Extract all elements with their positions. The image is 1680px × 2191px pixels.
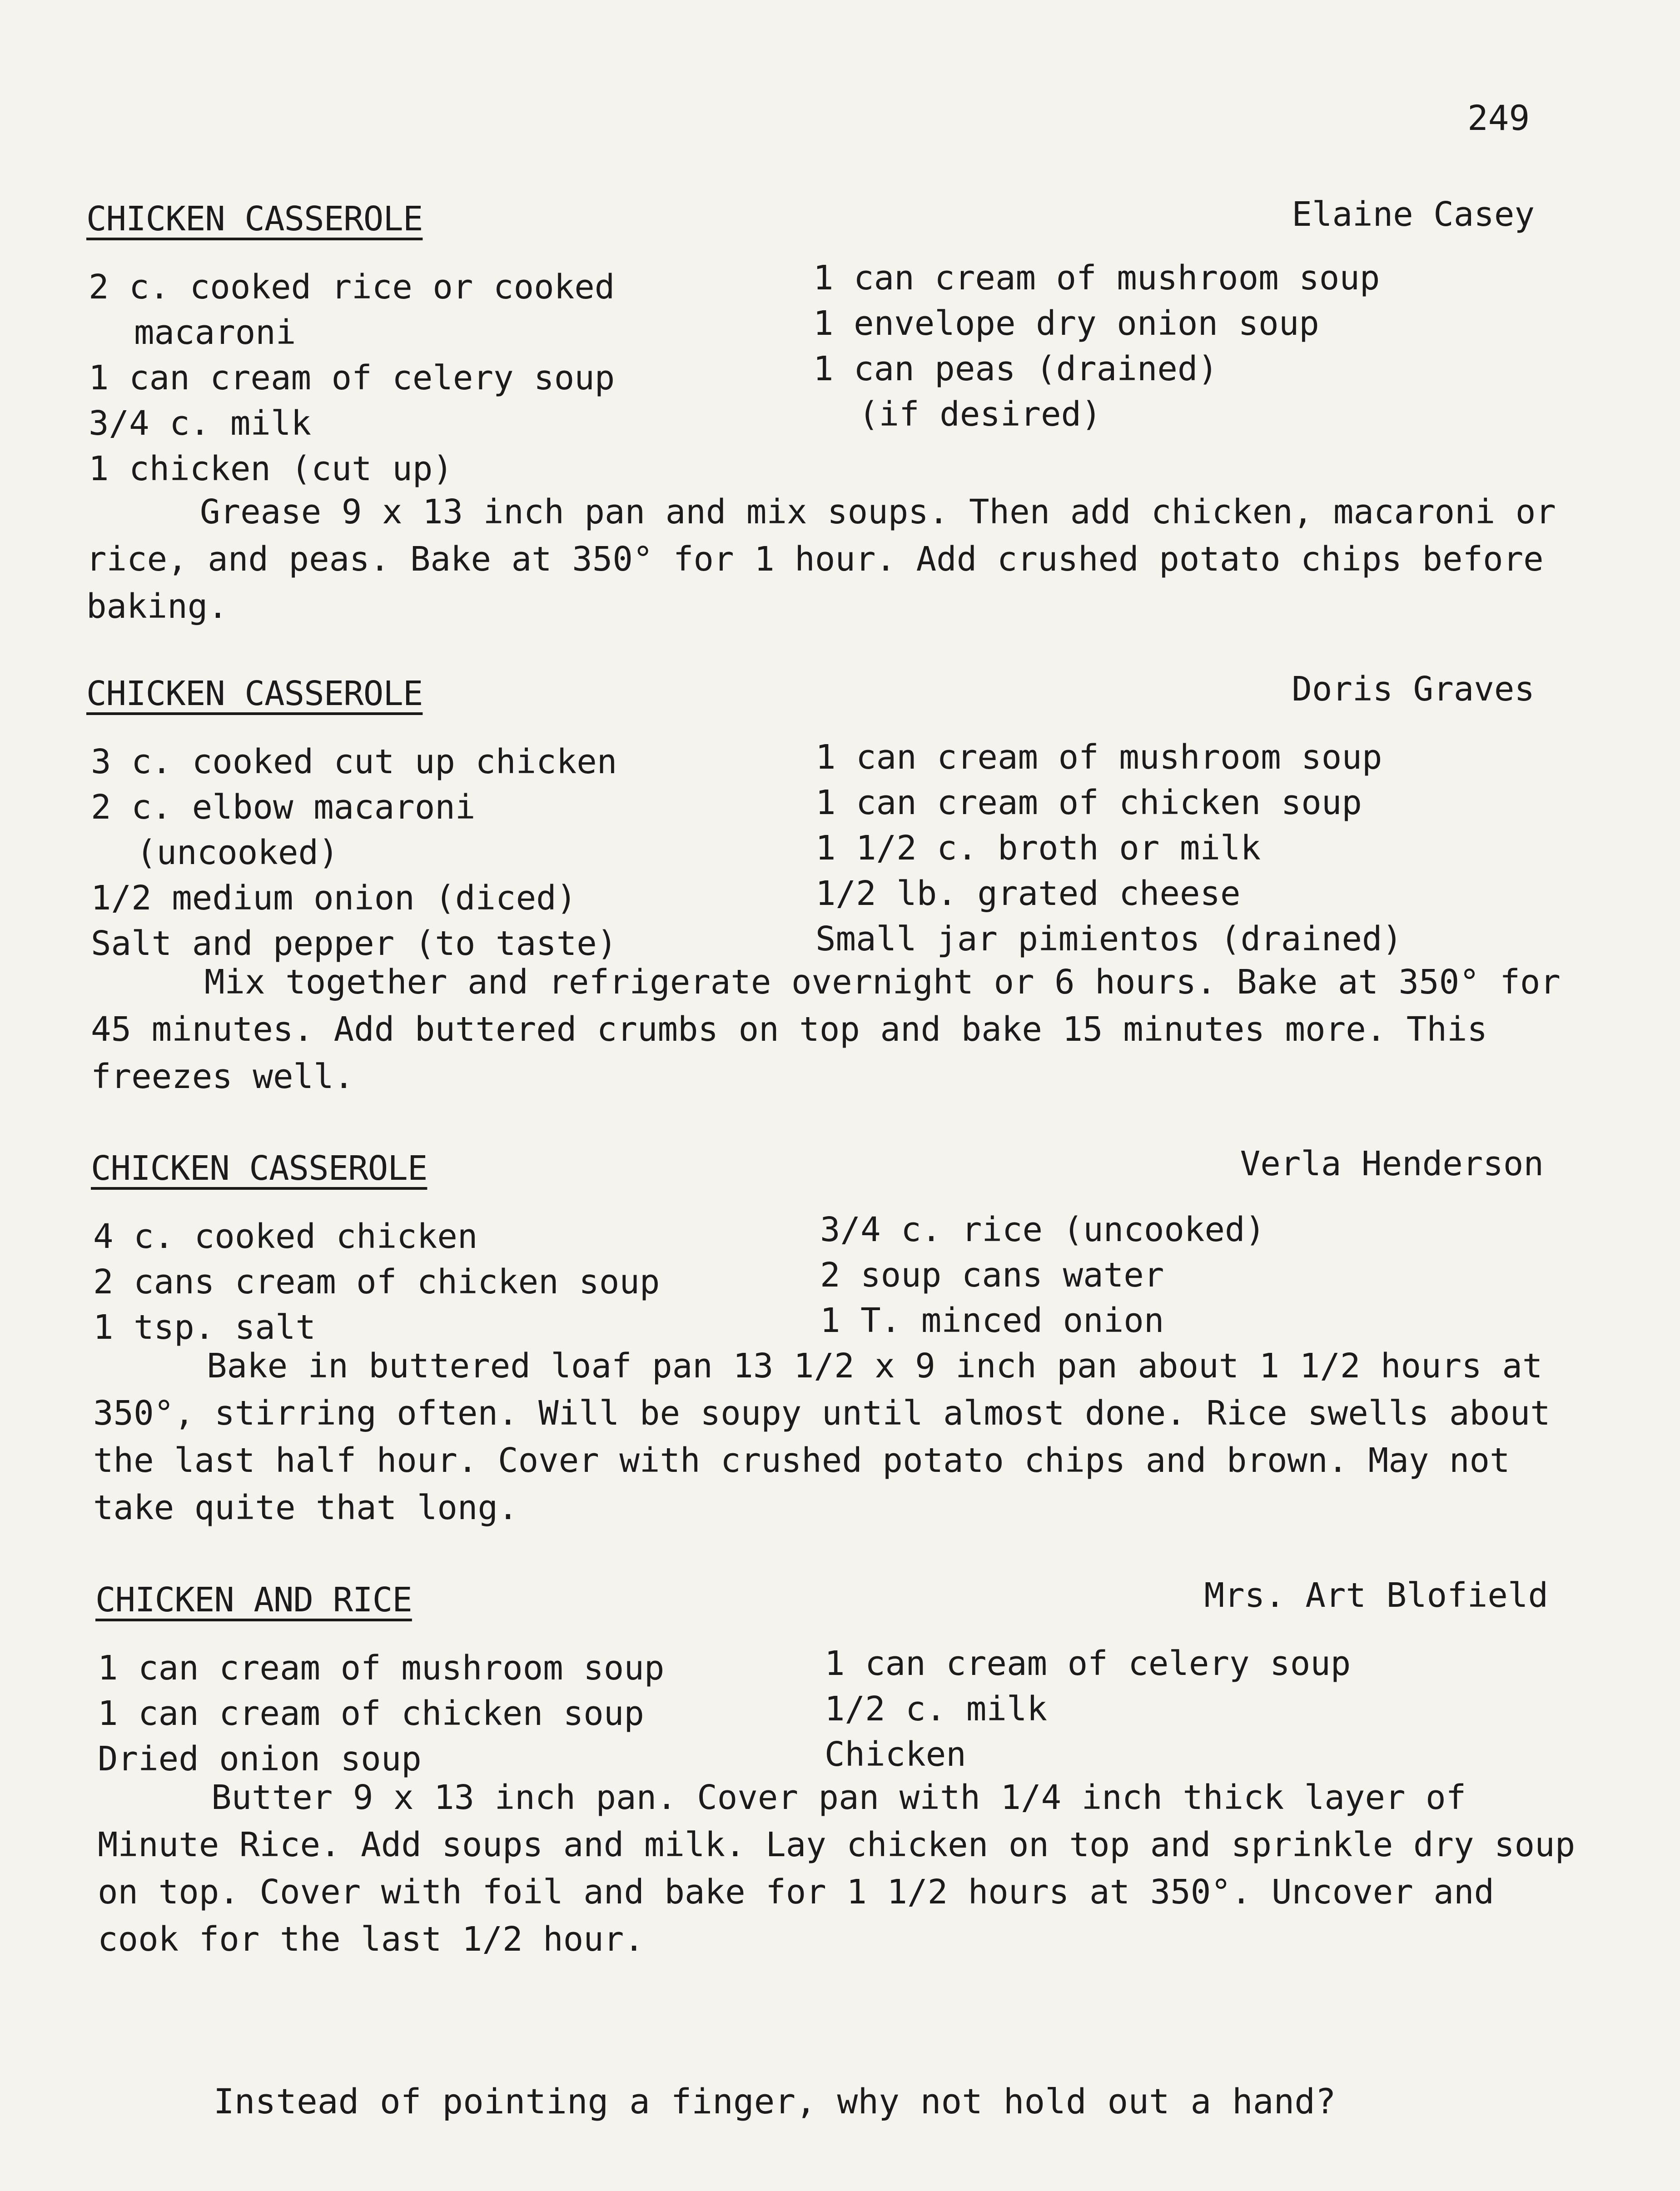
ingredient: 1/2 c. milk — [825, 1689, 1048, 1729]
ingredient: 1/2 lb. grated cheese — [815, 874, 1241, 913]
ingredient: 1 tsp. salt — [93, 1308, 316, 1347]
ingredients-right — [825, 1644, 1506, 1783]
ingredient: 1/2 medium onion (diced) — [91, 879, 577, 918]
ingredient: 1 chicken (cut up) — [89, 449, 453, 488]
ingredient: macaroni — [134, 313, 296, 352]
ingredient: 1 can cream of mushroom soup — [815, 738, 1382, 777]
ingredient: 1 T. minced onion — [820, 1301, 1164, 1340]
recipe-title: CHICKEN AND RICE — [95, 1580, 412, 1620]
ingredient: 4 c. cooked chicken — [93, 1217, 478, 1256]
ingredients-left — [91, 742, 772, 972]
ingredients-left — [93, 1217, 775, 1356]
ingredient: Small jar pimientos (drained) — [815, 919, 1403, 959]
ingredients-right — [813, 258, 1495, 443]
ingredient: (if desired) — [859, 395, 1102, 434]
ingredient: 1 envelope dry onion soup — [813, 304, 1319, 343]
ingredient: Dried onion soup — [98, 1739, 422, 1779]
page-number: 249 — [1467, 98, 1530, 138]
recipe-author: Mrs. Art Blofield — [1204, 1576, 1548, 1615]
ingredient: (uncooked) — [136, 833, 339, 872]
ingredient: 2 soup cans water — [820, 1256, 1164, 1295]
ingredient: 1 can cream of mushroom soup — [98, 1649, 665, 1688]
ingredient: 1 can cream of chicken soup — [98, 1694, 644, 1733]
ingredient: 1 can cream of chicken soup — [815, 783, 1362, 822]
ingredient: 2 cans cream of chicken soup — [93, 1262, 660, 1302]
recipe-author: Verla Henderson — [1240, 1144, 1544, 1183]
ingredient: 2 c. cooked rice or cooked — [89, 268, 615, 307]
directions-text: Butter 9 x 13 inch pan. Cover pan with 1/4 inch thick layer of Minute Rice. Add soups and milk. Lay chicken on top and sprinkle dry soup on top. Cover with foil and bake for 1 1/2 hours at 350°. Uncover and cook for the last 1/2 hour. — [98, 1778, 1576, 1959]
recipe-directions — [98, 1774, 1588, 1963]
ingredient: 2 c. elbow macaroni — [91, 788, 476, 827]
recipe-title: CHICKEN CASSEROLE — [86, 199, 423, 238]
ingredient: 1 can peas (drained) — [813, 349, 1218, 388]
ingredients-left — [98, 1651, 779, 1788]
ingredient: Salt and pepper (to taste) — [91, 924, 617, 963]
ingredients-right — [820, 1210, 1501, 1349]
directions-text: Grease 9 x 13 inch pan and mix soups. Then add chicken, macaroni or rice, and peas. Bake at 350° for 1 hour. Add crushed potato chips before baking. — [86, 492, 1556, 626]
ingredient: 1 can cream of celery soup — [89, 358, 615, 397]
recipe-directions — [86, 488, 1576, 630]
recipe-directions — [91, 959, 1581, 1100]
closing-quote: Instead of pointing a finger, why not hold out a hand? — [214, 2081, 1336, 2121]
recipe-title: CHICKEN CASSEROLE — [86, 674, 423, 713]
directions-text: Mix together and refrigerate overnight or 6 hours. Bake at 350° for 45 minutes. Add buttered crumbs on top and bake 15 minutes more. This freezes well. — [91, 963, 1561, 1096]
ingredient: 1 1/2 c. broth or milk — [815, 829, 1261, 868]
recipe-directions — [93, 1342, 1583, 1531]
ingredient: 1 can cream of celery soup — [825, 1644, 1351, 1683]
ingredient: 3/4 c. rice (uncooked) — [820, 1210, 1266, 1249]
ingredient: 3 c. cooked cut up chicken — [91, 742, 617, 781]
recipe-title: CHICKEN CASSEROLE — [91, 1149, 427, 1188]
directions-text: Bake in buttered loaf pan 13 1/2 x 9 inch pan about 1 1/2 hours at 350°, stirring often. Will be soupy until almost done. Rice swells about the last half hour. Cover with crushed potato chips and brown. May not take quite that long. — [93, 1346, 1551, 1527]
recipe-author: Doris Graves — [1292, 670, 1535, 709]
ingredients-right — [815, 740, 1497, 968]
ingredient: Chicken — [825, 1735, 966, 1774]
ingredients-left — [89, 270, 770, 497]
ingredient: 3/4 c. milk — [89, 404, 312, 443]
recipe-author: Elaine Casey — [1292, 195, 1535, 234]
ingredient: 1 can cream of mushroom soup — [813, 258, 1380, 298]
